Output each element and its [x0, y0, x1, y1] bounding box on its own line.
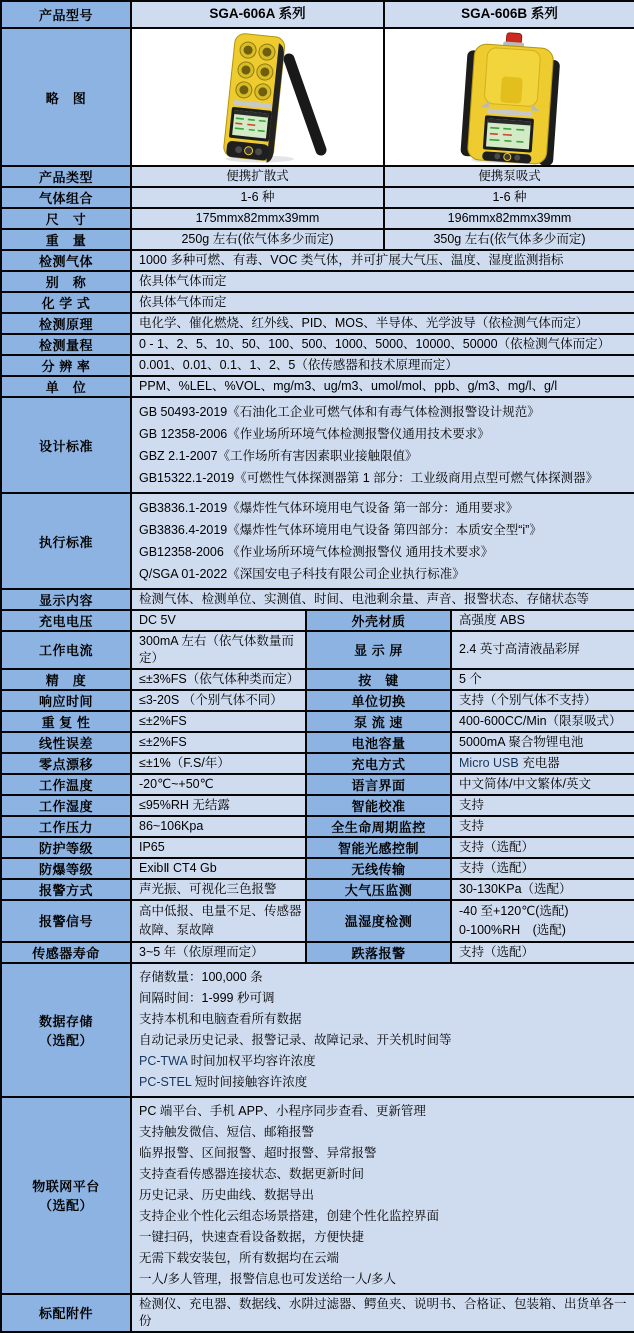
value-working-temperature: -20℃~+50℃ — [131, 774, 306, 795]
row-exec-standard — [1, 493, 634, 589]
label-working-pressure: 工作压力 — [1, 816, 131, 837]
data-storage-text: 间隔时间：1-999 秒可调 — [139, 990, 275, 1005]
label-temp-humidity-detection: 温湿度检测 — [306, 900, 451, 942]
label-sensor-life: 传感器寿命 — [1, 942, 131, 963]
exec-standard-line: GB3836.1-2019《爆炸性气体环境用电气设备 第一部分：通用要求》 — [139, 501, 519, 515]
row-iot-platform — [1, 1097, 634, 1294]
header-series-b: SGA-606B 系列 — [384, 1, 634, 28]
row-detection-range — [1, 334, 634, 355]
value-battery-capacity: 5000mA 聚合物锂电池 — [451, 732, 634, 753]
value-resolution: 0.001、0.01、0.1、1、2、5（依传感器和技术原理而定） — [131, 355, 634, 376]
value-accuracy: ≤±3%FS（依气体种类而定） — [131, 669, 306, 690]
row-chemical-formula — [1, 292, 634, 313]
row-protection-rating — [1, 837, 634, 858]
row-units — [1, 376, 634, 397]
temp-humidity-line: 0-100%RH (选配) — [459, 922, 566, 937]
row-working-current — [1, 631, 634, 669]
value-drop-alarm: 支持（选配） — [451, 942, 634, 963]
label-smart-calibration: 智能校准 — [306, 795, 451, 816]
row-design-standard — [1, 397, 634, 493]
value-zero-drift: ≤±1%（F.S/年） — [131, 753, 306, 774]
iot-platform-line: 一键扫码，快速查看设备数据，方便快捷 — [139, 1229, 365, 1244]
data-storage-line — [139, 1009, 627, 1030]
row-working-humidity — [1, 795, 634, 816]
value-alarm-signal — [131, 900, 306, 942]
device-b-image-cell — [384, 28, 634, 166]
label-repeatability: 重 复 性 — [1, 711, 131, 732]
label-zero-drift: 零点漂移 — [1, 753, 131, 774]
row-data-storage — [1, 963, 634, 1097]
value-data-storage — [131, 963, 634, 1097]
row-explosion-proof-rating — [1, 858, 634, 879]
row-working-pressure — [1, 816, 634, 837]
value-buttons: 5 个 — [451, 669, 634, 690]
label-language-ui: 语言界面 — [306, 774, 451, 795]
design-standard-line: GB 12358-2006《作业场所环境气体检测报警仪通用技术要求》 — [139, 427, 490, 441]
label-detected-gases: 检测气体 — [1, 250, 131, 271]
alarm-signal-line: 高中低报、电量不足、传感器 — [139, 903, 302, 918]
value-repeatability: ≤±2%FS — [131, 711, 306, 732]
value-detection-principle: 电化学、催化燃烧、红外线、PID、MOS、半导体、光学波导（依检测气体而定） — [131, 313, 634, 334]
value-response-time: ≤3-20S （个别气体不同） — [131, 690, 306, 711]
value-alarm-mode: 声光振、可视化三色报警 — [131, 879, 306, 900]
design-standard-line: GBZ 2.1-2007《工作场所有害因素职业接触限值》 — [139, 449, 418, 463]
data-storage-line — [139, 1030, 627, 1051]
label-charge-method: 充电方式 — [306, 753, 451, 774]
value-gas-combination-b: 1-6 种 — [384, 187, 634, 208]
value-weight-b: 350g 左右(依气体多少而定) — [384, 229, 634, 250]
label-buttons: 按 键 — [306, 669, 451, 690]
label-response-time: 响应时间 — [1, 690, 131, 711]
value-sensor-life: 3~5 年（依原理而定） — [131, 942, 306, 963]
label-alarm-signal: 报警信号 — [1, 900, 131, 942]
value-detection-range: 0 - 1、2、5、10、50、100、500、1000、5000、10000、50000（依检测气体而定） — [131, 334, 634, 355]
label-weight: 重 量 — [1, 229, 131, 250]
value-smart-calibration: 支持 — [451, 795, 634, 816]
iot-platform-line: 支持企业个性化云组态场景搭建，创建个性化监控界面 — [139, 1208, 440, 1223]
device-a-image-cell — [131, 28, 384, 166]
data-storage-line — [139, 988, 627, 1009]
label-alias: 别 称 — [1, 271, 131, 292]
iot-platform-line: 历史记录、历史曲线、数据导出 — [139, 1187, 315, 1202]
value-language-ui: 中文简体/中文繁体/英文 — [451, 774, 634, 795]
label-battery-capacity: 电池容量 — [306, 732, 451, 753]
row-detected-gases — [1, 250, 634, 271]
iot-platform-line: 支持查看传感器连接状态、数据更新时间 — [139, 1166, 365, 1181]
data-storage-en: PC-STEL — [139, 1074, 192, 1089]
label-explosion-proof-rating: 防爆等级 — [1, 858, 131, 879]
data-storage-text: 自动记录历史记录、报警记录、故障记录、开关机时间等 — [139, 1032, 452, 1047]
value-gas-combination-a: 1-6 种 — [131, 187, 384, 208]
value-product-type-b: 便携泵吸式 — [384, 166, 634, 187]
data-storage-text: 存储数量：100,000 条 — [139, 969, 263, 984]
row-response-time — [1, 690, 634, 711]
data-storage-line — [139, 1051, 627, 1072]
value-weight-a: 250g 左右(依气体多少而定) — [131, 229, 384, 250]
data-storage-en: PC-TWA — [139, 1053, 188, 1068]
label-detection-principle: 检测原理 — [1, 313, 131, 334]
label-wireless-transmission: 无线传输 — [306, 858, 451, 879]
data-storage-text: 时间加权平均容许浓度 — [187, 1053, 316, 1068]
label-design-standard: 设计标准 — [1, 397, 131, 493]
row-linearity-error — [1, 732, 634, 753]
value-temp-humidity-detection — [451, 900, 634, 942]
value-charge-method — [451, 753, 634, 774]
row-dimensions — [1, 208, 634, 229]
value-working-current: 300mA 左右（依气体数量而定） — [131, 631, 306, 669]
row-repeatability — [1, 711, 634, 732]
value-working-pressure: 86~106Kpa — [131, 816, 306, 837]
label-charge-voltage: 充电电压 — [1, 610, 131, 631]
value-protection-rating: IP65 — [131, 837, 306, 858]
label-exec-standard: 执行标准 — [1, 493, 131, 589]
label-barometric-monitoring: 大气压监测 — [306, 879, 451, 900]
exec-standard-line: GB3836.4-2019《爆炸性气体环境用电气设备 第四部分：本质安全型“i”》 — [139, 523, 542, 537]
value-explosion-proof-rating: ExibⅡ CT4 Gb — [131, 858, 306, 879]
row-product-type — [1, 166, 634, 187]
row-accuracy — [1, 669, 634, 690]
value-lifecycle-monitoring: 支持 — [451, 816, 634, 837]
device-b-image — [385, 29, 634, 165]
value-product-type-a: 便携扩散式 — [131, 166, 384, 187]
value-exec-standard — [131, 493, 634, 589]
value-barometric-monitoring: 30-130KPa（选配） — [451, 879, 634, 900]
iot-platform-line: 临界报警、区间报警、超时报警、异常报警 — [139, 1145, 377, 1160]
data-storage-line — [139, 1072, 627, 1093]
row-display-content — [1, 589, 634, 610]
value-design-standard — [131, 397, 634, 493]
data-storage-text: 短时间接触容许浓度 — [191, 1074, 308, 1089]
charge-method-zh: 充电器 — [518, 755, 560, 770]
row-zero-drift — [1, 753, 634, 774]
value-display-screen: 2.4 英寸高清液晶彩屏 — [451, 631, 634, 669]
value-iot-platform — [131, 1097, 634, 1294]
value-charge-voltage: DC 5V — [131, 610, 306, 631]
iot-platform-label-line: 物联网平台 — [32, 1179, 100, 1195]
exec-standard-line: GB12358-2006 《作业场所环境气体检测报警仪 通用技术要求》 — [139, 545, 494, 559]
temp-humidity-line: -40 至+120℃(选配) — [459, 903, 569, 918]
row-sensor-life — [1, 942, 634, 963]
value-chemical-formula: 依具体气体而定 — [131, 292, 634, 313]
label-alarm-mode: 报警方式 — [1, 879, 131, 900]
label-working-temperature: 工作温度 — [1, 774, 131, 795]
label-light-sensor-control: 智能光感控制 — [306, 837, 451, 858]
value-accessories: 检测仪、充电器、数据线、水阱过滤器、鳄鱼夹、说明书、合格证、包装箱、出货单各一份 — [131, 1294, 634, 1332]
label-display-screen: 显 示 屏 — [306, 631, 451, 669]
value-wireless-transmission: 支持（选配） — [451, 858, 634, 879]
label-gas-combination: 气体组合 — [1, 187, 131, 208]
label-unit-switch: 单位切换 — [306, 690, 451, 711]
data-storage-line — [139, 967, 627, 988]
value-shell-material: 高强度 ABS — [451, 610, 634, 631]
data-storage-text: 支持本机和电脑查看所有数据 — [139, 1011, 302, 1026]
alarm-signal-line: 故障、泵故障 — [139, 922, 215, 937]
label-protection-rating: 防护等级 — [1, 837, 131, 858]
charge-method-en: Micro USB — [459, 755, 519, 770]
row-working-temperature — [1, 774, 634, 795]
header-series-a: SGA-606A 系列 — [131, 1, 384, 28]
label-drop-alarm: 跌落报警 — [306, 942, 451, 963]
label-display-content: 显示内容 — [1, 589, 131, 610]
iot-platform-line: 一人/多人管理，报警信息也可发送给一人/多人 — [139, 1271, 396, 1286]
row-gas-combination — [1, 187, 634, 208]
label-iot-platform — [1, 1097, 131, 1294]
header-label: 产品型号 — [1, 1, 131, 28]
device-a-image — [132, 29, 384, 165]
value-light-sensor-control: 支持（选配） — [451, 837, 634, 858]
value-detected-gases: 1000 多种可燃、有毒、VOC 类气体，并可扩展大气压、温度、湿度监测指标 — [131, 250, 634, 271]
row-accessories — [1, 1294, 634, 1332]
label-dimensions: 尺 寸 — [1, 208, 131, 229]
design-standard-line: GB 50493-2019《石油化工企业可燃气体和有毒气体检测报警设计规范》 — [139, 405, 540, 419]
label-working-current: 工作电流 — [1, 631, 131, 669]
value-dimensions-a: 175mmx82mmx39mm — [131, 208, 384, 229]
label-lifecycle-monitoring: 全生命周期监控 — [306, 816, 451, 837]
row-weight — [1, 229, 634, 250]
value-units: PPM、%LEL、%VOL、mg/m3、ug/m3、umol/mol、ppb、g/m3、mg/l、g/l — [131, 376, 634, 397]
label-working-humidity: 工作湿度 — [1, 795, 131, 816]
value-pump-flow: 400-600CC/Min（限泵吸式） — [451, 711, 634, 732]
row-detection-principle — [1, 313, 634, 334]
row-alias — [1, 271, 634, 292]
row-alarm-signal — [1, 900, 634, 942]
exec-standard-line: Q/SGA 01-2022《深国安电子科技有限公司企业执行标准》 — [139, 567, 465, 581]
label-shell-material: 外壳材质 — [306, 610, 451, 631]
iot-platform-line: 支持触发微信、短信、邮箱报警 — [139, 1124, 315, 1139]
iot-platform-line: PC 端平台、手机 APP、小程序同步查看、更新管理 — [139, 1103, 426, 1118]
iot-platform-label-line: （选配） — [38, 1198, 93, 1214]
label-product-type: 产品类型 — [1, 166, 131, 187]
value-dimensions-b: 196mmx82mmx39mm — [384, 208, 634, 229]
iot-platform-line: 无需下载安装包，所有数据均在云端 — [139, 1250, 340, 1265]
label-pump-flow: 泵 流 速 — [306, 711, 451, 732]
value-display-content: 检测气体、检测单位、实测值、时间、电池剩余量、声音、报警状态、存储状态等 — [131, 589, 634, 610]
value-alias: 依具体气体而定 — [131, 271, 634, 292]
value-working-humidity: ≤95%RH 无结露 — [131, 795, 306, 816]
label-resolution: 分 辨 率 — [1, 355, 131, 376]
data-storage-label-line: 数据存储 — [38, 1013, 93, 1029]
design-standard-line: GB15322.1-2019《可燃性气体探测器第 1 部分：工业级商用点型可燃气体探测器》 — [139, 471, 599, 485]
sketch-row — [1, 28, 634, 166]
row-charge-voltage — [1, 610, 634, 631]
row-resolution — [1, 355, 634, 376]
header-row — [1, 1, 634, 28]
label-detection-range: 检测量程 — [1, 334, 131, 355]
label-accessories: 标配附件 — [1, 1294, 131, 1332]
value-unit-switch: 支持（个别气体不支持） — [451, 690, 634, 711]
label-data-storage — [1, 963, 131, 1097]
label-accuracy: 精 度 — [1, 669, 131, 690]
row-alarm-mode — [1, 879, 634, 900]
data-storage-label-line: （选配） — [38, 1032, 93, 1048]
label-linearity-error: 线性误差 — [1, 732, 131, 753]
label-chemical-formula: 化 学 式 — [1, 292, 131, 313]
value-linearity-error: ≤±2%FS — [131, 732, 306, 753]
label-units: 单 位 — [1, 376, 131, 397]
sketch-label: 略 图 — [1, 28, 131, 166]
